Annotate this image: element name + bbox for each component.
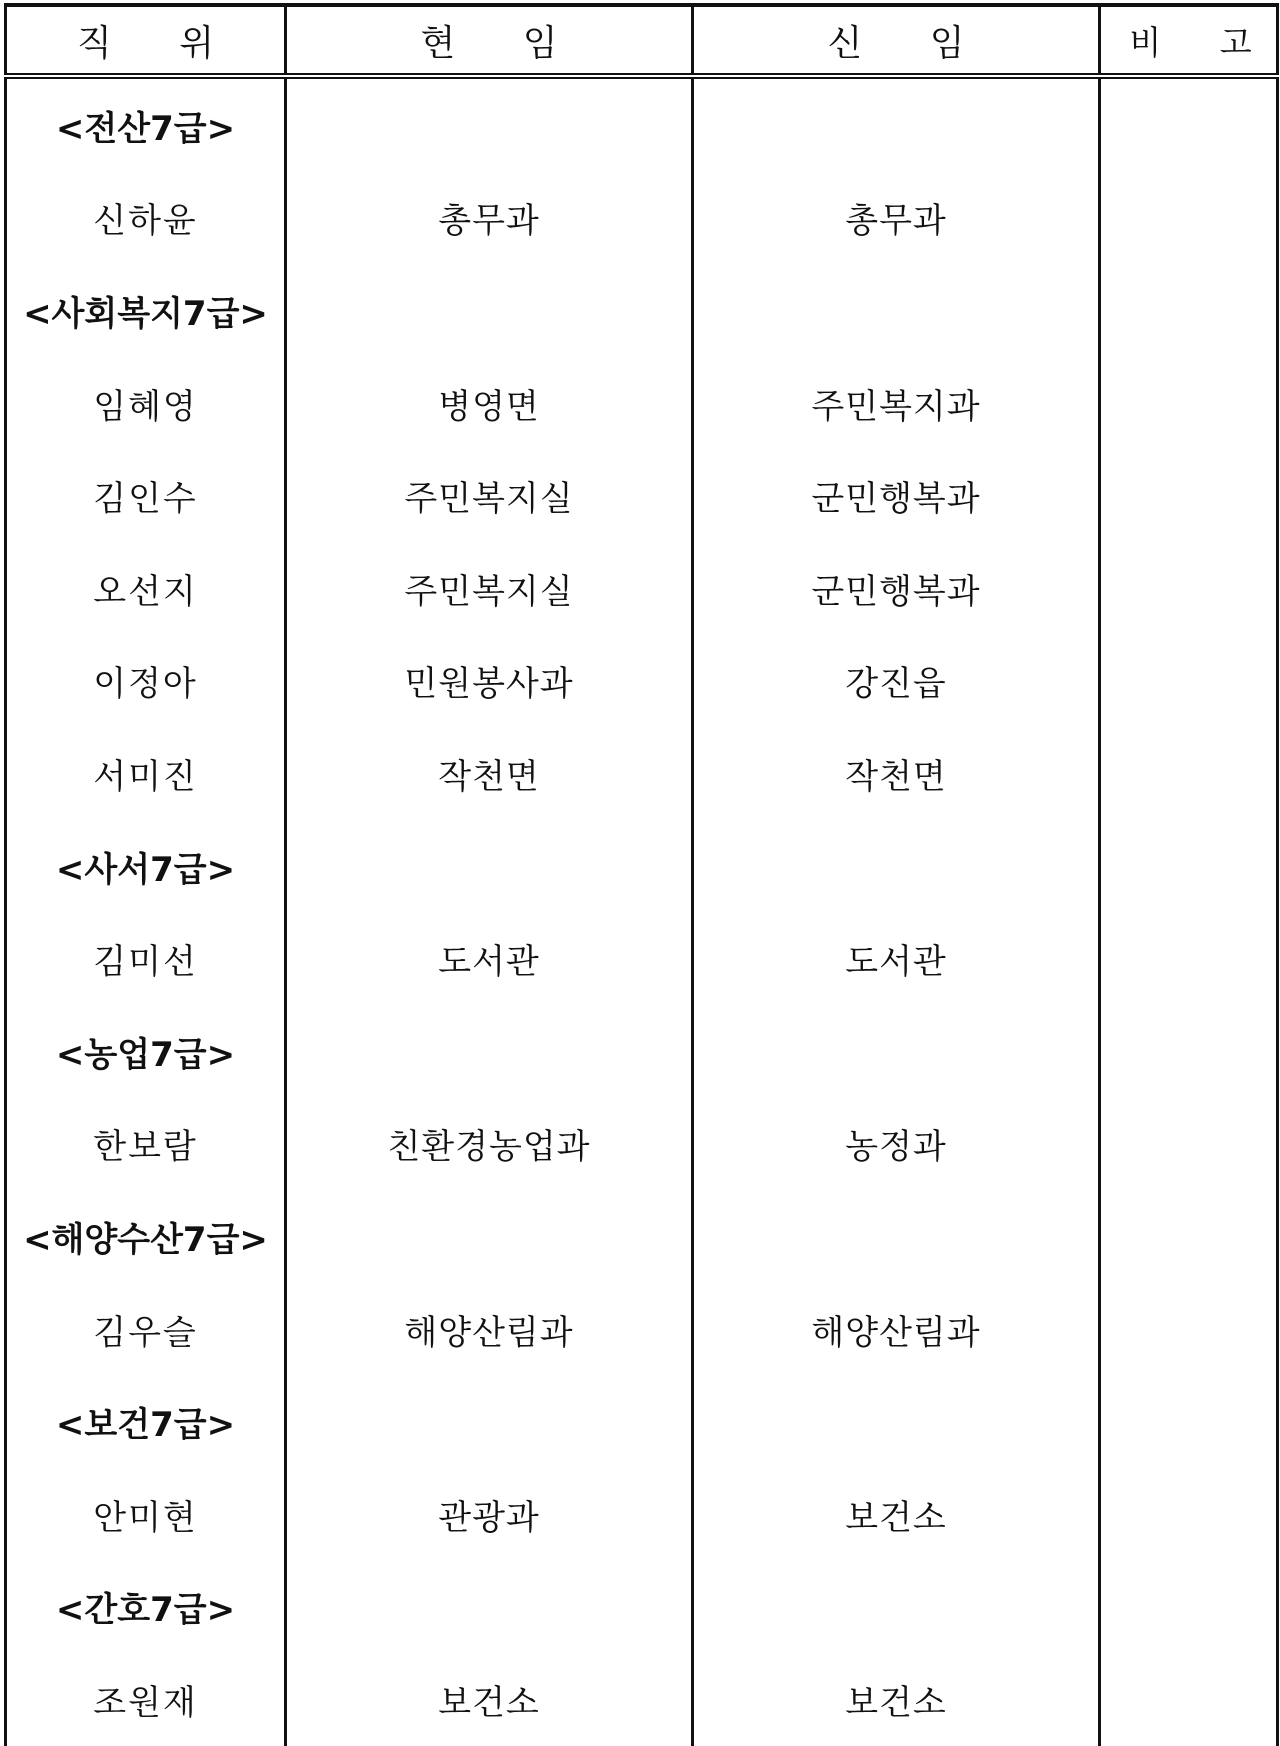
new-post <box>693 1375 1100 1468</box>
group-title: <보건7급> <box>6 1375 286 1468</box>
current-post: 주민복지실 <box>286 449 693 542</box>
person-name: 김인수 <box>6 449 286 542</box>
new-post: 작천면 <box>693 727 1100 820</box>
person-name: 한보람 <box>6 1098 286 1191</box>
person-name: 이정아 <box>6 635 286 728</box>
note-cell <box>1100 172 1278 265</box>
note-cell <box>1100 820 1278 913</box>
current-post <box>286 76 693 172</box>
new-post: 주민복지과 <box>693 357 1100 450</box>
group-header-row <box>6 76 1278 172</box>
current-post: 병영면 <box>286 357 693 450</box>
current-post: 주민복지실 <box>286 542 693 635</box>
note-cell <box>1100 1653 1278 1746</box>
new-post <box>693 264 1100 357</box>
person-name: 김미선 <box>6 912 286 1005</box>
person-name: 임혜영 <box>6 357 286 450</box>
group-title: <전산7급> <box>6 76 286 172</box>
table-row <box>6 635 1278 728</box>
group-title: <사회복지7급> <box>6 264 286 357</box>
current-post <box>286 820 693 913</box>
group-header-row <box>6 1375 1278 1468</box>
table-row <box>6 727 1278 820</box>
table-row <box>6 1098 1278 1191</box>
note-cell <box>1100 1005 1278 1098</box>
group-header-row <box>6 820 1278 913</box>
current-post <box>286 1375 693 1468</box>
new-post: 보건소 <box>693 1468 1100 1561</box>
group-title: <해양수산7급> <box>6 1190 286 1283</box>
header-position: 직 위 <box>6 5 286 76</box>
person-name: 안미현 <box>6 1468 286 1561</box>
group-header-row <box>6 264 1278 357</box>
new-post <box>693 76 1100 172</box>
table-row <box>6 1468 1278 1561</box>
current-post: 총무과 <box>286 172 693 265</box>
new-post: 총무과 <box>693 172 1100 265</box>
new-post: 군민행복과 <box>693 449 1100 542</box>
current-post: 도서관 <box>286 912 693 1005</box>
group-header-row <box>6 1005 1278 1098</box>
new-post <box>693 820 1100 913</box>
header-row <box>6 5 1278 76</box>
header-new: 신 임 <box>693 5 1100 76</box>
group-header-row <box>6 1561 1278 1654</box>
note-cell <box>1100 1098 1278 1191</box>
note-cell <box>1100 542 1278 635</box>
current-post <box>286 264 693 357</box>
new-post: 도서관 <box>693 912 1100 1005</box>
note-cell <box>1100 1375 1278 1468</box>
note-cell <box>1100 76 1278 172</box>
note-cell <box>1100 449 1278 542</box>
note-cell <box>1100 1468 1278 1561</box>
current-post: 해양산림과 <box>286 1283 693 1376</box>
new-post: 강진읍 <box>693 635 1100 728</box>
current-post: 작천면 <box>286 727 693 820</box>
table-row <box>6 172 1278 265</box>
note-cell <box>1100 1283 1278 1376</box>
new-post <box>693 1561 1100 1654</box>
group-header-row <box>6 1190 1278 1283</box>
note-cell <box>1100 264 1278 357</box>
new-post: 농정과 <box>693 1098 1100 1191</box>
group-title: <농업7급> <box>6 1005 286 1098</box>
new-post <box>693 1190 1100 1283</box>
current-post: 보건소 <box>286 1653 693 1746</box>
table-row <box>6 357 1278 450</box>
table-row <box>6 542 1278 635</box>
group-title: <사서7급> <box>6 820 286 913</box>
note-cell <box>1100 727 1278 820</box>
table-row <box>6 1653 1278 1746</box>
group-title: <간호7급> <box>6 1561 286 1654</box>
note-cell <box>1100 357 1278 450</box>
current-post: 관광과 <box>286 1468 693 1561</box>
current-post <box>286 1190 693 1283</box>
current-post: 민원봉사과 <box>286 635 693 728</box>
table-header <box>6 5 1278 76</box>
current-post <box>286 1561 693 1654</box>
new-post <box>693 1005 1100 1098</box>
personnel-table <box>4 3 1279 1746</box>
table-row <box>6 449 1278 542</box>
new-post: 군민행복과 <box>693 542 1100 635</box>
new-post: 해양산림과 <box>693 1283 1100 1376</box>
header-current: 현 임 <box>286 5 693 76</box>
current-post: 친환경농업과 <box>286 1098 693 1191</box>
table-row <box>6 1283 1278 1376</box>
person-name: 조원재 <box>6 1653 286 1746</box>
table-body <box>6 76 1278 1746</box>
person-name: 신하윤 <box>6 172 286 265</box>
note-cell <box>1100 635 1278 728</box>
table-row <box>6 912 1278 1005</box>
header-note: 비 고 <box>1100 5 1278 76</box>
person-name: 오선지 <box>6 542 286 635</box>
person-name: 서미진 <box>6 727 286 820</box>
note-cell <box>1100 912 1278 1005</box>
person-name: 김우슬 <box>6 1283 286 1376</box>
current-post <box>286 1005 693 1098</box>
note-cell <box>1100 1190 1278 1283</box>
note-cell <box>1100 1561 1278 1654</box>
new-post: 보건소 <box>693 1653 1100 1746</box>
